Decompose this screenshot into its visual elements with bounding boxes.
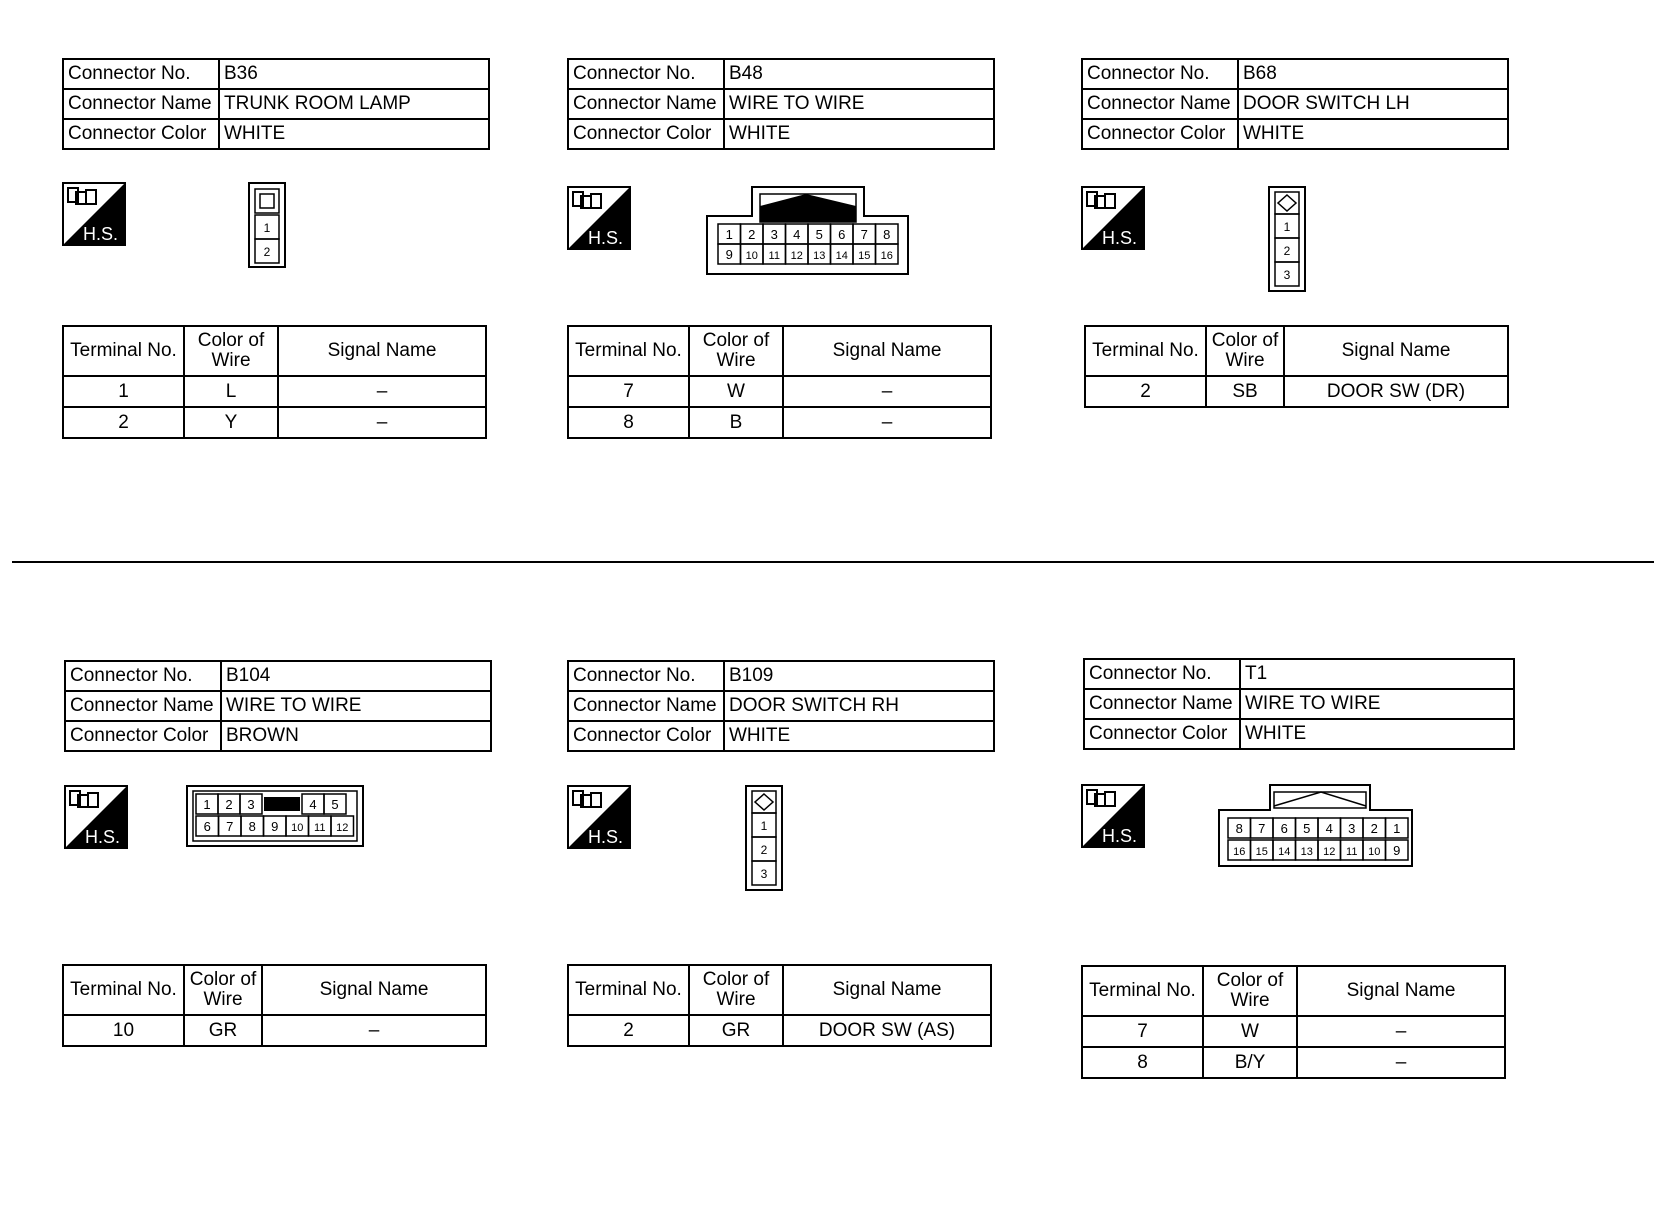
signal-cell: – bbox=[783, 376, 991, 407]
signal-cell: – bbox=[1297, 1047, 1505, 1078]
pin-label: 5 bbox=[331, 797, 339, 812]
connector-no-label: Connector No. bbox=[1084, 659, 1240, 689]
terminal-cell: 8 bbox=[568, 407, 689, 438]
terminal-header: Terminal No. bbox=[568, 326, 689, 376]
pin-label: 2 bbox=[1370, 821, 1378, 836]
pin-label: 4 bbox=[1325, 821, 1333, 836]
connector-name-value: DOOR SWITCH LH bbox=[1238, 89, 1508, 119]
pin-label: 11 bbox=[768, 250, 780, 262]
terminal-table-b68 bbox=[1084, 325, 1509, 408]
pin-label: 13 bbox=[1300, 846, 1313, 858]
terminal-cell: 2 bbox=[568, 1015, 689, 1046]
wire-color-header bbox=[1203, 966, 1297, 1016]
connector-info-t1 bbox=[1083, 658, 1515, 750]
pin-label: 3 bbox=[247, 797, 255, 812]
hs-label: H.S. bbox=[587, 827, 623, 847]
wire-color-header bbox=[184, 326, 278, 376]
wire-header-line1: Color of bbox=[702, 969, 770, 990]
terminal-cell: 2 bbox=[63, 407, 184, 438]
table-row bbox=[63, 407, 486, 438]
signal-cell: DOOR SW (AS) bbox=[783, 1015, 991, 1046]
pin-label: 2 bbox=[748, 227, 756, 242]
pin-label: 14 bbox=[1278, 846, 1291, 858]
pin-label: 16 bbox=[880, 250, 893, 262]
table-row bbox=[63, 376, 486, 407]
terminal-cell: 1 bbox=[63, 376, 184, 407]
harness-side-icon bbox=[62, 182, 126, 246]
pin-label: 14 bbox=[835, 250, 848, 262]
pin-label: 9 bbox=[725, 247, 733, 262]
pin-label: 2 bbox=[760, 843, 768, 857]
connector-color-value: WHITE bbox=[724, 119, 994, 149]
signal-header: Signal Name bbox=[783, 965, 991, 1015]
connector-name-label: Connector Name bbox=[65, 691, 221, 721]
wire-cell: W bbox=[689, 376, 783, 407]
pin-label: 8 bbox=[1235, 821, 1243, 836]
pin-label: 12 bbox=[790, 250, 803, 262]
terminal-cell: 10 bbox=[63, 1015, 184, 1046]
pin-label: 10 bbox=[291, 822, 304, 834]
pin-label: 7 bbox=[860, 227, 868, 242]
connector-name-value: TRUNK ROOM LAMP bbox=[219, 89, 489, 119]
terminal-header: Terminal No. bbox=[63, 326, 184, 376]
wire-color-header bbox=[689, 326, 783, 376]
connector-info-b104 bbox=[64, 660, 492, 752]
terminal-cell: 7 bbox=[568, 376, 689, 407]
wire-cell: SB bbox=[1206, 376, 1284, 407]
wire-header-line2: Wire bbox=[211, 350, 251, 371]
connector-no-value: B109 bbox=[724, 661, 994, 691]
hs-label: H.S. bbox=[1101, 228, 1137, 248]
pin-label: 5 bbox=[815, 227, 823, 242]
terminal-header: Terminal No. bbox=[1082, 966, 1203, 1016]
wire-header-line2: Wire bbox=[716, 989, 756, 1010]
wire-color-header bbox=[1206, 326, 1284, 376]
wire-header-line1: Color of bbox=[189, 969, 257, 990]
terminal-header: Terminal No. bbox=[1085, 326, 1206, 376]
wire-cell: GR bbox=[689, 1015, 783, 1046]
signal-cell: – bbox=[278, 407, 486, 438]
wire-color-header bbox=[184, 965, 262, 1015]
wire-header-line2: Wire bbox=[1225, 350, 1265, 371]
pin-label: 1 bbox=[1393, 821, 1401, 836]
connector-no-value: B68 bbox=[1238, 59, 1508, 89]
signal-cell: – bbox=[278, 376, 486, 407]
pin-label: 2 bbox=[225, 797, 233, 812]
wire-header-line1: Color of bbox=[702, 330, 770, 351]
pin-label: 11 bbox=[1346, 846, 1358, 858]
terminal-cell: 2 bbox=[1085, 376, 1206, 407]
pin-label: 2 bbox=[1283, 244, 1291, 258]
connector-name-value: WIRE TO WIRE bbox=[1240, 689, 1514, 719]
connector-no-value: T1 bbox=[1240, 659, 1514, 689]
connector-no-value: B104 bbox=[221, 661, 491, 691]
table-row bbox=[1082, 1047, 1505, 1078]
wire-cell: B bbox=[689, 407, 783, 438]
keyway-block bbox=[264, 797, 300, 811]
wire-cell: Y bbox=[184, 407, 278, 438]
connector-info-b68 bbox=[1081, 58, 1509, 150]
connector-color-label: Connector Color bbox=[1084, 719, 1240, 749]
pin-label: 6 bbox=[1280, 821, 1288, 836]
pin-label: 16 bbox=[1233, 846, 1246, 858]
hs-label: H.S. bbox=[1101, 826, 1137, 846]
pin-label: 10 bbox=[745, 250, 758, 262]
connector-color-value: WHITE bbox=[219, 119, 489, 149]
pin-label: 8 bbox=[248, 819, 256, 834]
pin-label: 15 bbox=[1255, 846, 1268, 858]
connector-color-label: Connector Color bbox=[568, 721, 724, 751]
hs-label: H.S. bbox=[587, 228, 623, 248]
terminal-header: Terminal No. bbox=[568, 965, 689, 1015]
connector-info-b48 bbox=[567, 58, 995, 150]
pin-label: 1 bbox=[203, 797, 211, 812]
wire-header-line2: Wire bbox=[716, 350, 756, 371]
pin-label: 6 bbox=[838, 227, 846, 242]
connector-name-value: WIRE TO WIRE bbox=[724, 89, 994, 119]
wire-cell: L bbox=[184, 376, 278, 407]
connector-name-label: Connector Name bbox=[1082, 89, 1238, 119]
pin-label: 3 bbox=[760, 867, 768, 881]
wire-color-header bbox=[689, 965, 783, 1015]
connector-name-label: Connector Name bbox=[568, 691, 724, 721]
pin-label: 9 bbox=[271, 819, 279, 834]
connector-no-label: Connector No. bbox=[1082, 59, 1238, 89]
connector-color-value: BROWN bbox=[221, 721, 491, 751]
pin-label: 3 bbox=[770, 227, 778, 242]
terminal-table-b104 bbox=[62, 964, 487, 1047]
connector-no-label: Connector No. bbox=[63, 59, 219, 89]
terminal-table-t1 bbox=[1081, 965, 1506, 1079]
pin-label: 12 bbox=[1323, 846, 1336, 858]
terminal-header: Terminal No. bbox=[63, 965, 184, 1015]
pin-label: 7 bbox=[1258, 821, 1266, 836]
connector-color-label: Connector Color bbox=[1082, 119, 1238, 149]
pin-label: 3 bbox=[1283, 268, 1291, 282]
signal-cell: – bbox=[262, 1015, 486, 1046]
signal-header: Signal Name bbox=[1284, 326, 1508, 376]
wire-header-line1: Color of bbox=[1216, 970, 1284, 991]
wire-header-line1: Color of bbox=[1211, 330, 1279, 351]
wire-header-line1: Color of bbox=[197, 330, 265, 351]
connector-no-label: Connector No. bbox=[568, 59, 724, 89]
pin-label: 9 bbox=[1393, 843, 1401, 858]
pin-label: 10 bbox=[1368, 846, 1381, 858]
connector-name-label: Connector Name bbox=[568, 89, 724, 119]
connector-color-value: WHITE bbox=[1240, 719, 1514, 749]
harness-side-icon bbox=[64, 785, 128, 849]
pin-label: 11 bbox=[314, 822, 326, 834]
connector-color-label: Connector Color bbox=[63, 119, 219, 149]
hs-label: H.S. bbox=[84, 827, 120, 847]
terminal-cell: 7 bbox=[1082, 1016, 1203, 1047]
connector-name-value: WIRE TO WIRE bbox=[221, 691, 491, 721]
terminal-cell: 8 bbox=[1082, 1047, 1203, 1078]
pin-label: 6 bbox=[203, 819, 211, 834]
connector-face-t1 bbox=[1218, 784, 1414, 868]
signal-header: Signal Name bbox=[783, 326, 991, 376]
connector-no-label: Connector No. bbox=[568, 661, 724, 691]
terminal-table-b36 bbox=[62, 325, 487, 439]
wire-header-line2: Wire bbox=[1230, 990, 1270, 1011]
pin-label: 15 bbox=[858, 250, 871, 262]
harness-side-icon bbox=[1081, 784, 1145, 848]
connector-info-b109 bbox=[567, 660, 995, 752]
pin-label: 3 bbox=[1348, 821, 1356, 836]
pin-label: 1 bbox=[263, 221, 271, 235]
connector-name-value: DOOR SWITCH RH bbox=[724, 691, 994, 721]
terminal-table-b109 bbox=[567, 964, 992, 1047]
table-row bbox=[1085, 376, 1508, 407]
pin-label: 1 bbox=[725, 227, 733, 242]
pin-label: 4 bbox=[793, 227, 801, 242]
connector-face-b48 bbox=[706, 186, 910, 276]
pin-label: 7 bbox=[226, 819, 234, 834]
wire-cell: B/Y bbox=[1203, 1047, 1297, 1078]
connector-color-label: Connector Color bbox=[65, 721, 221, 751]
connector-no-value: B36 bbox=[219, 59, 489, 89]
terminal-table-b48 bbox=[567, 325, 992, 439]
signal-cell: – bbox=[783, 407, 991, 438]
harness-side-icon bbox=[1081, 186, 1145, 250]
connector-color-label: Connector Color bbox=[568, 119, 724, 149]
connector-face-b68 bbox=[1268, 186, 1308, 292]
signal-cell: DOOR SW (DR) bbox=[1284, 376, 1508, 407]
connector-name-label: Connector Name bbox=[1084, 689, 1240, 719]
harness-side-icon bbox=[567, 186, 631, 250]
wire-header-line2: Wire bbox=[203, 989, 243, 1010]
pin-label: 1 bbox=[1283, 220, 1291, 234]
section-divider bbox=[12, 561, 1654, 563]
pin-label: 4 bbox=[309, 797, 317, 812]
wire-cell: W bbox=[1203, 1016, 1297, 1047]
harness-side-icon bbox=[567, 785, 631, 849]
connector-name-label: Connector Name bbox=[63, 89, 219, 119]
connector-info-b36 bbox=[62, 58, 490, 150]
table-row bbox=[63, 1015, 486, 1046]
connector-no-label: Connector No. bbox=[65, 661, 221, 691]
wire-cell: GR bbox=[184, 1015, 262, 1046]
signal-cell: – bbox=[1297, 1016, 1505, 1047]
connector-face-b109 bbox=[745, 785, 785, 891]
signal-header: Signal Name bbox=[262, 965, 486, 1015]
signal-header: Signal Name bbox=[1297, 966, 1505, 1016]
pin-label: 13 bbox=[813, 250, 826, 262]
table-row bbox=[568, 407, 991, 438]
connector-face-b104 bbox=[186, 785, 364, 847]
connector-color-value: WHITE bbox=[724, 721, 994, 751]
pin-label: 5 bbox=[1303, 821, 1311, 836]
table-row bbox=[1082, 1016, 1505, 1047]
table-row bbox=[568, 376, 991, 407]
pin-label: 12 bbox=[336, 822, 349, 834]
hs-label: H.S. bbox=[82, 224, 118, 244]
connector-color-value: WHITE bbox=[1238, 119, 1508, 149]
pin-label: 1 bbox=[760, 819, 768, 833]
table-row bbox=[568, 1015, 991, 1046]
pin-label: 8 bbox=[883, 227, 891, 242]
connector-face-b36 bbox=[248, 182, 288, 268]
pin-label: 2 bbox=[263, 245, 271, 259]
connector-no-value: B48 bbox=[724, 59, 994, 89]
signal-header: Signal Name bbox=[278, 326, 486, 376]
